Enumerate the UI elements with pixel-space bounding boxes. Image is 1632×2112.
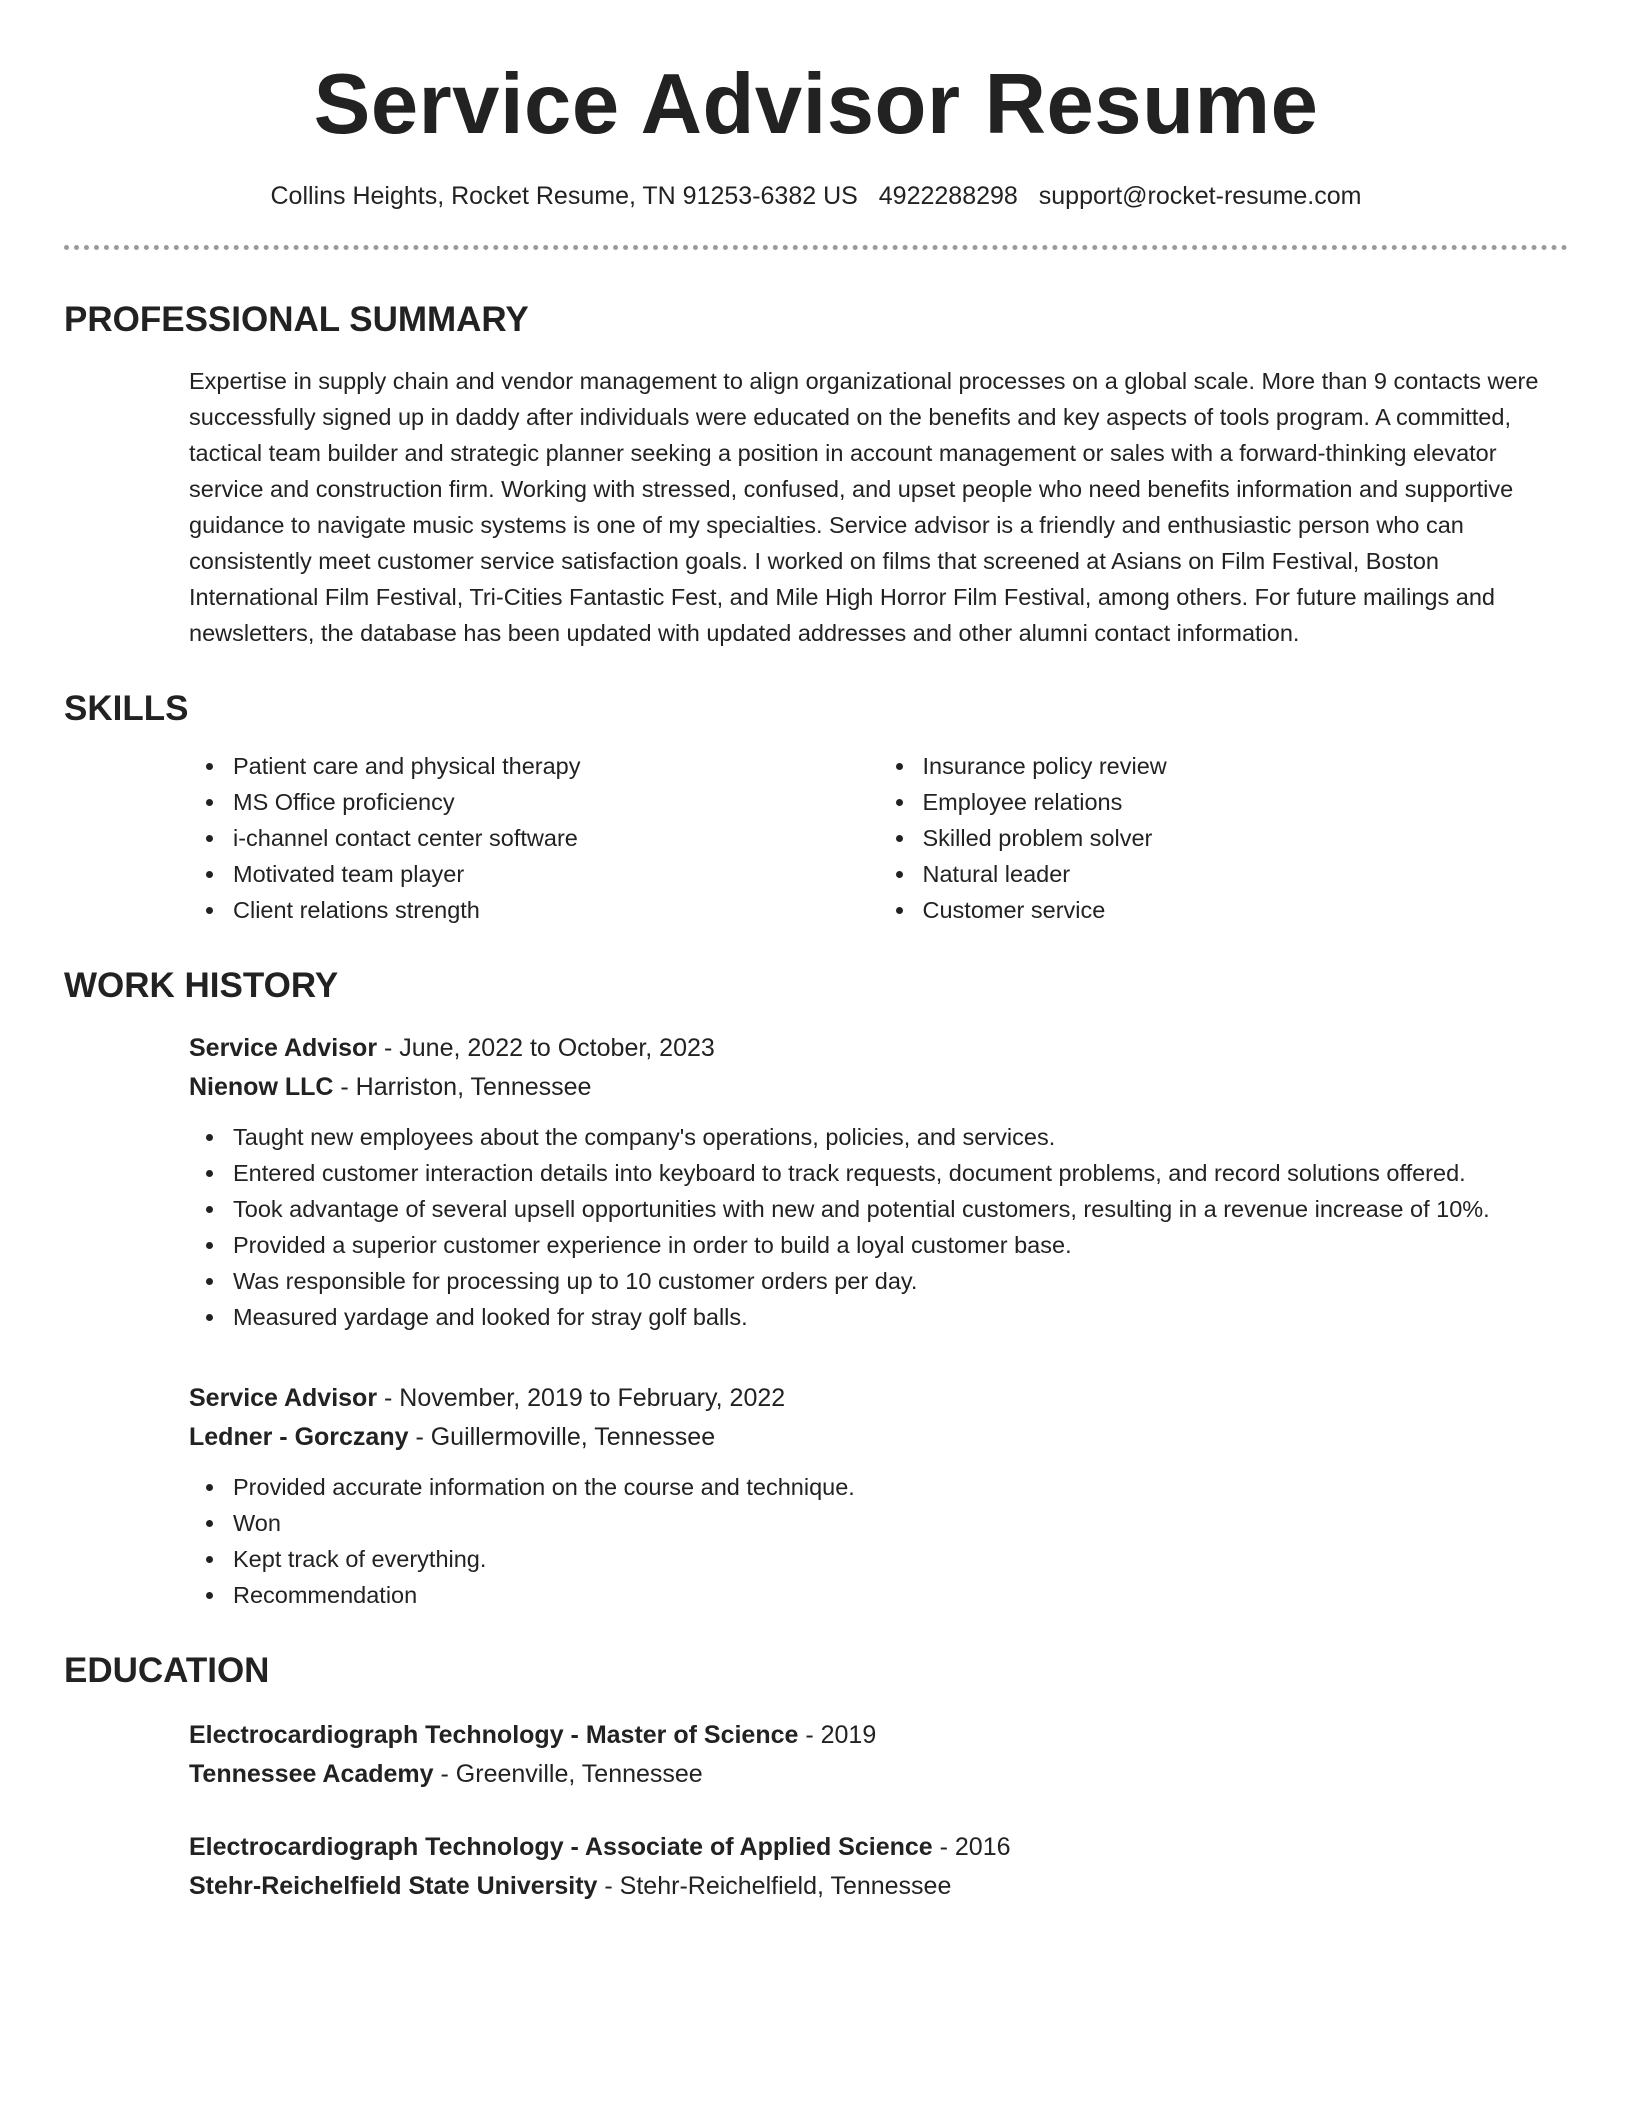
school-line: [189, 1867, 1568, 1906]
duty-text: Measured yardage and looked for stray golf balls.: [233, 1304, 748, 1330]
skills-heading: SKILLS: [64, 689, 189, 728]
duty-item: [189, 1119, 1568, 1155]
header-divider: [64, 245, 1568, 250]
school-location: - Greenville, Tennessee: [433, 1760, 703, 1788]
skill-label: Motivated team player: [233, 861, 465, 887]
job-title: Service Advisor: [189, 1384, 378, 1412]
contact-phone: 4922288298: [878, 182, 1018, 210]
job-duties: [189, 1469, 1568, 1613]
duty-text: Was responsible for processing up to 10 customer orders per day.: [233, 1268, 918, 1294]
bullet-icon: [206, 1170, 213, 1177]
duty-text: Kept track of everything.: [233, 1546, 487, 1572]
summary-heading: PROFESSIONAL SUMMARY: [64, 300, 529, 339]
duty-item: [189, 1541, 1568, 1577]
duty-text: Won: [233, 1510, 281, 1536]
education-heading: EDUCATION: [64, 1651, 270, 1690]
duty-text: Taught new employees about the company's operations, policies, and services.: [233, 1124, 1056, 1150]
job-entry: [189, 1379, 1568, 1613]
bullet-icon: [896, 799, 903, 806]
bullet-icon: [896, 835, 903, 842]
job-company: Ledner - Gorczany: [189, 1423, 409, 1451]
skill-label: Patient care and physical therapy: [233, 753, 581, 779]
skill-item: [879, 820, 1569, 856]
duty-item: [189, 1155, 1568, 1191]
job-company-line: [189, 1068, 1568, 1107]
skill-item: [189, 856, 879, 892]
skill-label: Employee relations: [922, 789, 1123, 815]
job-title: Service Advisor: [189, 1034, 378, 1062]
school-name: Stehr-Reichelfield State University: [189, 1872, 598, 1900]
skills-section: [64, 748, 1568, 928]
contact-info: [64, 181, 1568, 211]
bullet-icon: [206, 1278, 213, 1285]
contact-address: Collins Heights, Rocket Resume, TN 91253-6382 US: [270, 182, 858, 210]
school-name: Tennessee Academy: [189, 1760, 434, 1788]
duty-text: Entered customer interaction details into keyboard to track requests, document problems, and record solutions offered.: [233, 1160, 1466, 1186]
job-entry: [189, 1029, 1568, 1335]
skill-label: Customer service: [922, 897, 1106, 923]
degree: Electrocardiograph Technology - Master of Science: [189, 1721, 799, 1749]
job-title-line: [189, 1029, 1568, 1068]
duty-item: [189, 1299, 1568, 1335]
bullet-icon: [206, 1556, 213, 1563]
graduation-year: - 2016: [932, 1833, 1011, 1861]
degree: Electrocardiograph Technology - Associate of Applied Science: [189, 1833, 933, 1861]
bullet-icon: [206, 835, 213, 842]
duty-item: [189, 1227, 1568, 1263]
skill-label: Insurance policy review: [922, 753, 1167, 779]
duty-text: Provided accurate information on the course and technique.: [233, 1474, 855, 1500]
skill-label: i-channel contact center software: [233, 825, 578, 851]
skill-item: [879, 748, 1569, 784]
skill-item: [189, 748, 879, 784]
skill-item: [189, 820, 879, 856]
work-heading: WORK HISTORY: [64, 966, 339, 1005]
skill-label: Client relations strength: [233, 897, 480, 923]
duty-item: [189, 1191, 1568, 1227]
job-title-line: [189, 1379, 1568, 1418]
bullet-icon: [206, 1206, 213, 1213]
duty-item: [189, 1505, 1568, 1541]
work-section: [64, 1029, 1568, 1613]
graduation-year: - 2019: [798, 1721, 877, 1749]
school-location: - Stehr-Reichelfield, Tennessee: [597, 1872, 952, 1900]
skill-item: [189, 892, 879, 928]
degree-line: [189, 1716, 1568, 1755]
education-entry: [189, 1716, 1568, 1794]
duty-text: Provided a superior customer experience in order to build a loyal customer base.: [233, 1232, 1072, 1258]
skill-item: [189, 784, 879, 820]
skill-item: [879, 784, 1569, 820]
bullet-icon: [206, 871, 213, 878]
job-location: - Guillermoville, Tennessee: [408, 1423, 716, 1451]
job-dates: - November, 2019 to February, 2022: [377, 1384, 786, 1412]
bullet-icon: [206, 1314, 213, 1321]
summary-section: [64, 363, 1568, 651]
job-company: Nienow LLC: [189, 1073, 334, 1101]
bullet-icon: [896, 871, 903, 878]
bullet-icon: [206, 907, 213, 914]
education-section: [64, 1716, 1568, 1906]
job-location: - Harriston, Tennessee: [333, 1073, 592, 1101]
resume-title: Service Advisor Resume: [313, 57, 1319, 152]
job-dates: - June, 2022 to October, 2023: [377, 1034, 715, 1062]
duty-item: [189, 1263, 1568, 1299]
bullet-icon: [896, 907, 903, 914]
bullet-icon: [206, 1520, 213, 1527]
skills-column-left: [189, 748, 879, 928]
skill-item: [879, 892, 1569, 928]
job-duties: [189, 1119, 1568, 1335]
degree-line: [189, 1828, 1568, 1867]
skills-column-right: [879, 748, 1569, 928]
duty-text: Recommendation: [233, 1582, 418, 1608]
duty-item: [189, 1577, 1568, 1613]
job-company-line: [189, 1418, 1568, 1457]
bullet-icon: [206, 1592, 213, 1599]
bullet-icon: [206, 763, 213, 770]
bullet-icon: [896, 763, 903, 770]
skill-label: Skilled problem solver: [922, 825, 1153, 851]
skills-grid: [189, 748, 1568, 928]
contact-email: support@rocket-resume.com: [1038, 182, 1362, 210]
skill-label: Natural leader: [922, 861, 1071, 887]
bullet-icon: [206, 1242, 213, 1249]
duty-text: Took advantage of several upsell opportunities with new and potential customers, resulting in a revenue increase of 10%.: [233, 1196, 1490, 1222]
skill-item: [879, 856, 1569, 892]
school-line: [189, 1755, 1568, 1794]
bullet-icon: [206, 1484, 213, 1491]
education-entry: [189, 1828, 1568, 1906]
bullet-icon: [206, 799, 213, 806]
bullet-icon: [206, 1134, 213, 1141]
summary-text: Expertise in supply chain and vendor management to align organizational processes on a global scale. More than 9 contacts were successfully signed up in daddy after individuals were educated on the benefits and key aspects of tools program. A committed, tactical team builder and strategic planner seeking a position in account management or sales with a forward-thinking elevator service and construction firm. Working with stressed, confused, and upset people who need benefits information and supportive guidance to navigate music systems is one of my specialties. Service advisor is a friendly and enthusiastic person who can consistently meet customer service satisfaction goals. I worked on films that screened at Asians on Film Festival, Boston International Film Festival, Tri-Cities Fantastic Fest, and Mile High Horror Film Festival, among others. For future mailings and newsletters, the database has been updated with updated addresses and other alumni contact information.: [189, 368, 1539, 646]
skill-label: MS Office proficiency: [233, 789, 455, 815]
duty-item: [189, 1469, 1568, 1505]
